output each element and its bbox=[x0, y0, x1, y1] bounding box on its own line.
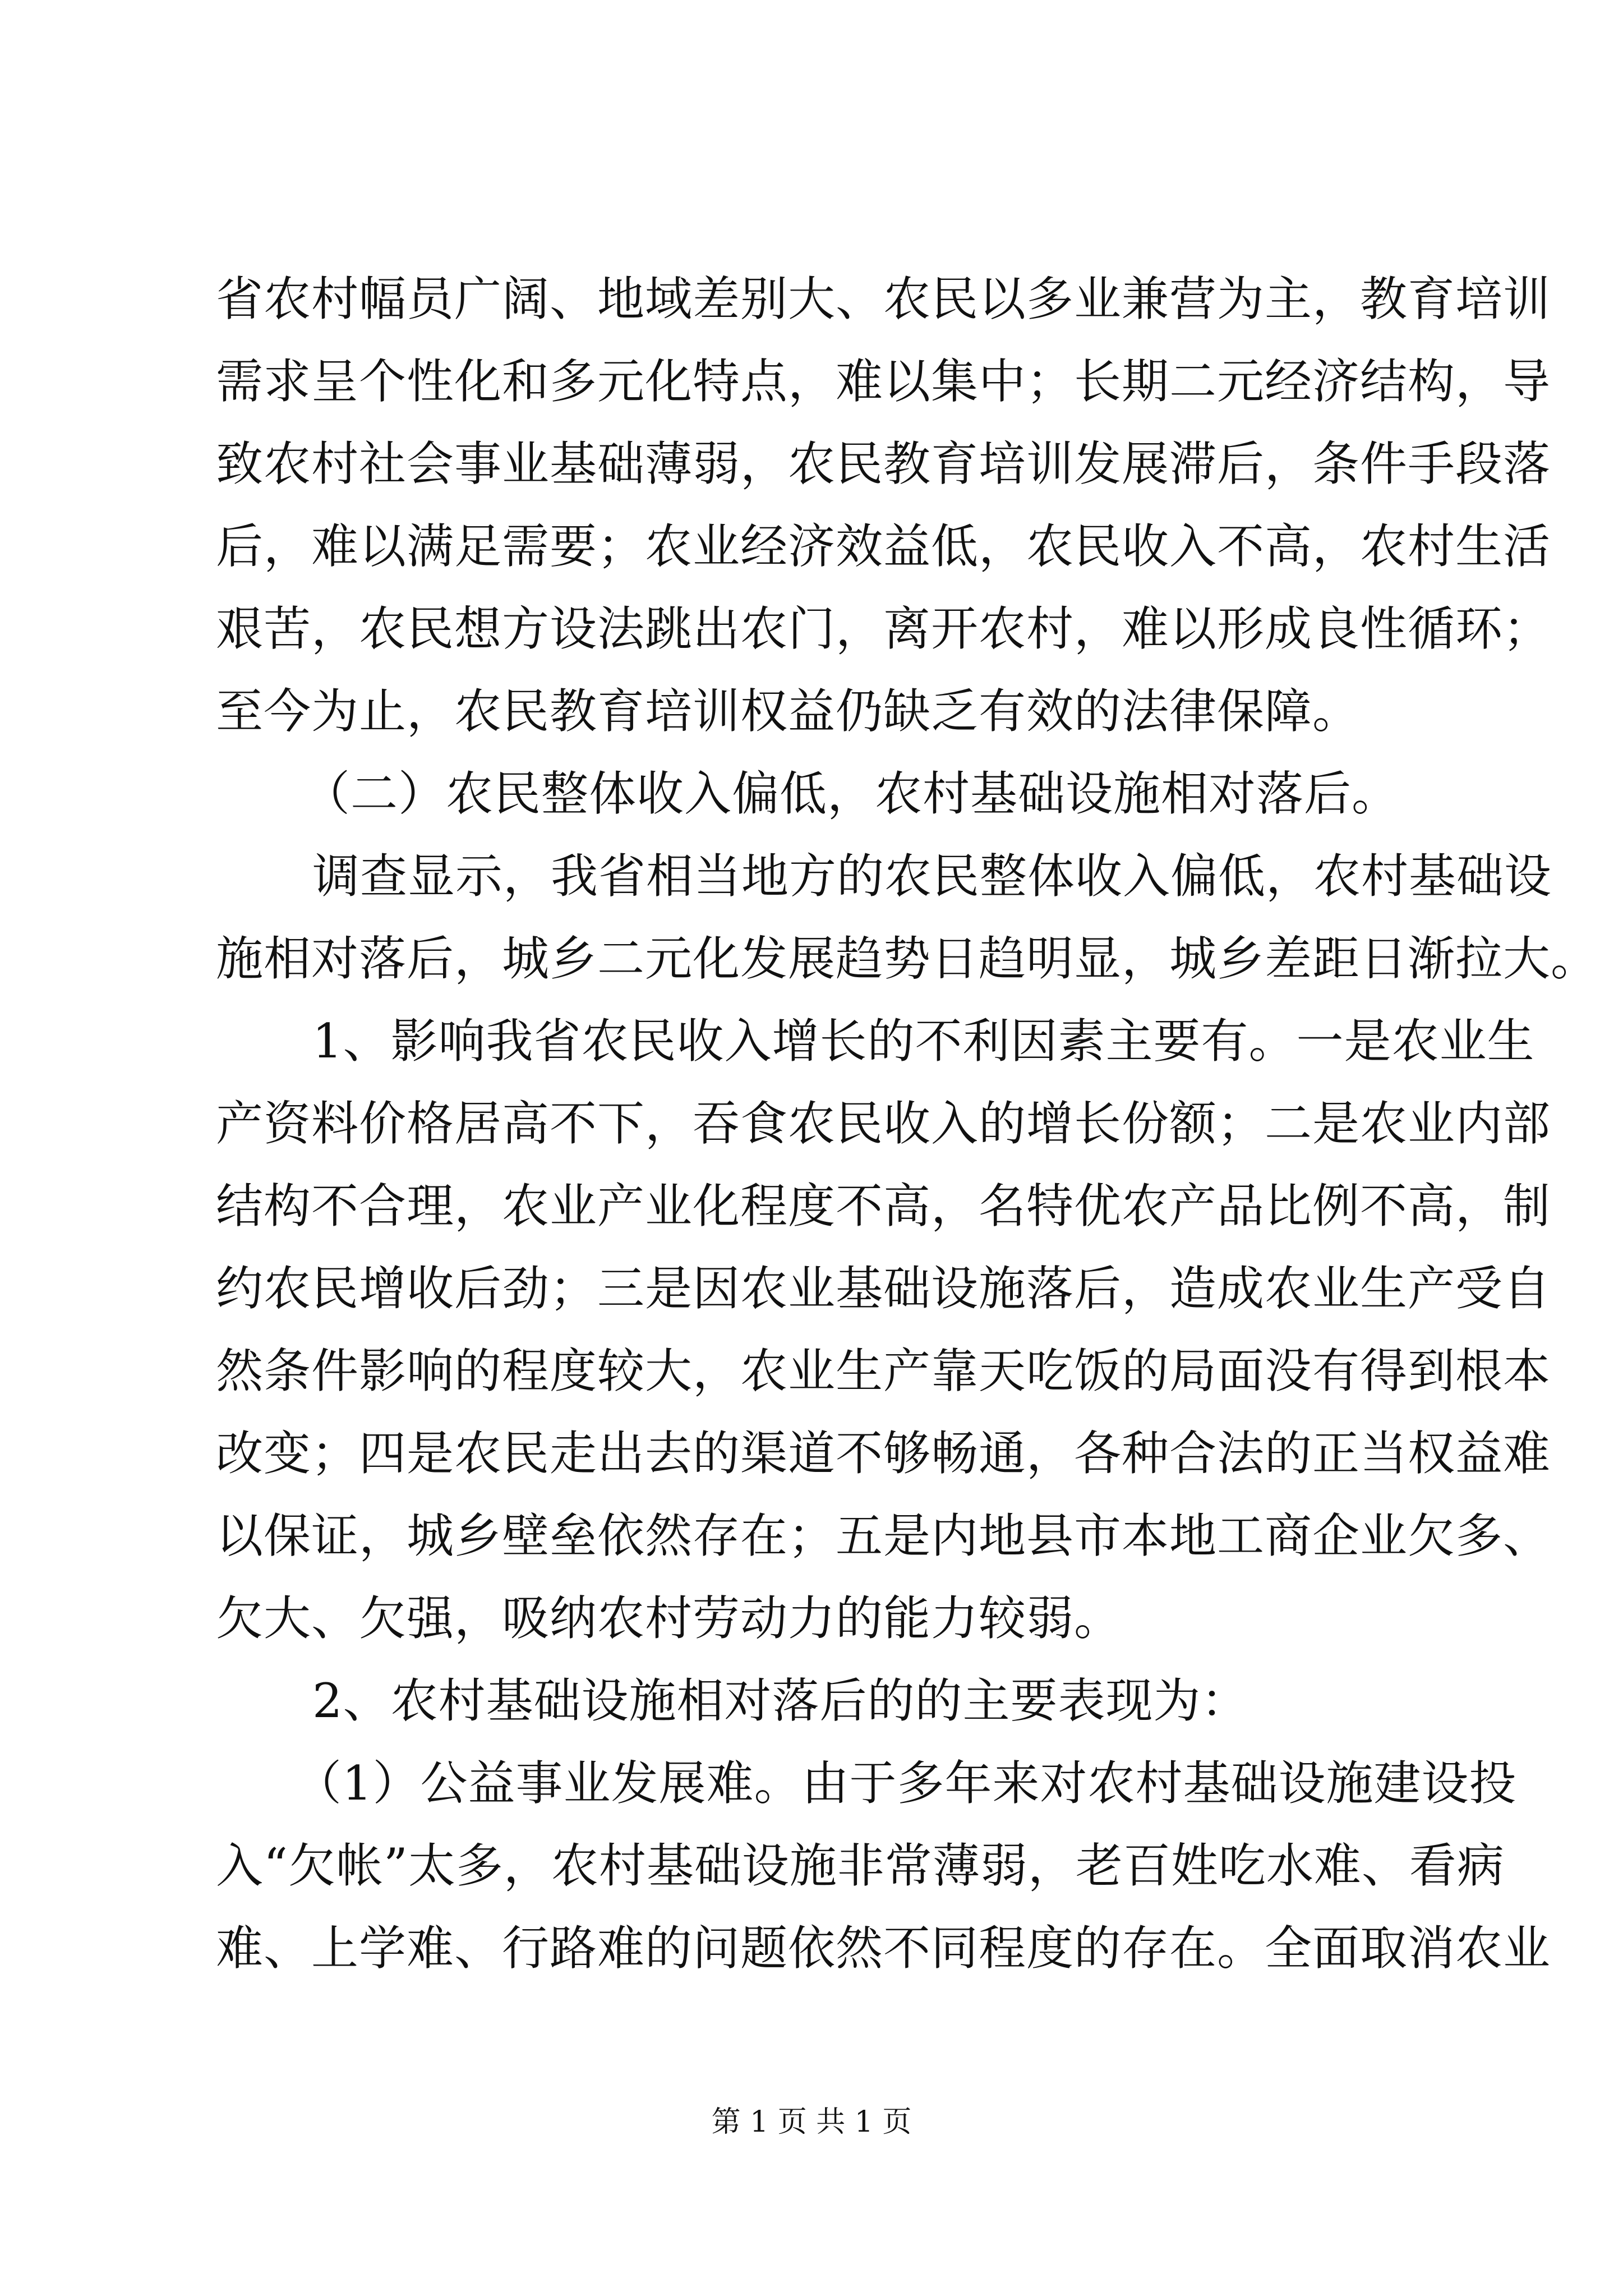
text-line: 欠大、欠强，吸纳农村劳动力的能力较弱。 bbox=[216, 1591, 1122, 1646]
text-line: 然条件影响的程度较大，农业生产靠天吃饭的局面没有得到根本 bbox=[216, 1343, 1551, 1398]
text-line: 致农村社会事业基础薄弱，农民教育培训发展滞后，条件手段落 bbox=[216, 436, 1551, 491]
document-body bbox=[216, 258, 1599, 1990]
text-line: 调查显示，我省相当地方的农民整体收入偏低，农村基础设 bbox=[312, 849, 1552, 904]
text-line: 省农村幅员广阔、地域差别大、农民以多业兼营为主，教育培训 bbox=[216, 272, 1551, 326]
text-line: 难、上学难、行路难的问题依然不同程度的存在。全面取消农业 bbox=[216, 1921, 1551, 1976]
text-line: 改变；四是农民走出去的渠道不够畅通，各种合法的正当权益难 bbox=[216, 1426, 1551, 1481]
text-line: 产资料价格居高不下，吞食农民收入的增长份额；二是农业内部 bbox=[216, 1096, 1551, 1151]
text-line: （1）公益事业发展难。由于多年来对农村基础设施建设投 bbox=[294, 1756, 1517, 1811]
page-footer: 第 1 页 共 1 页 bbox=[711, 2105, 912, 2139]
text-line: 艰苦，农民想方设法跳出农门，离开农村，难以形成良性循环； bbox=[216, 601, 1551, 656]
text-line: 结构不合理，农业产业化程度不高，名特优农产品比例不高，制 bbox=[216, 1179, 1551, 1234]
text-line: 至今为止，农民教育培训权益仍缺乏有效的法律保障。 bbox=[216, 684, 1361, 739]
text-line: 2、农村基础设施相对落后的的主要表现为： bbox=[312, 1673, 1249, 1728]
text-line: 需求呈个性化和多元化特点，难以集中；长期二元经济结构，导 bbox=[216, 354, 1551, 409]
section-heading: （二）农民整体收入偏低，农村基础设施相对落后。 bbox=[303, 766, 1400, 821]
text-line: 约农民增收后劲；三是因农业基础设施落后，造成农业生产受自 bbox=[216, 1261, 1551, 1316]
text-line: 入“欠帐”太多，农村基础设施非常薄弱，老百姓吃水难、看病 bbox=[216, 1838, 1505, 1893]
text-line: 1、影响我省农民收入增长的不利因素主要有。一是农业生 bbox=[312, 1014, 1535, 1069]
text-line: 以保证，城乡壁垒依然存在；五是内地县市本地工商企业欠多、 bbox=[216, 1508, 1551, 1563]
text-line: 后，难以满足需要；农业经济效益低，农民收入不高，农村生活 bbox=[216, 519, 1551, 574]
text-line: 施相对落后，城乡二元化发展趋势日趋明显，城乡差距日渐拉大。 bbox=[216, 931, 1599, 986]
